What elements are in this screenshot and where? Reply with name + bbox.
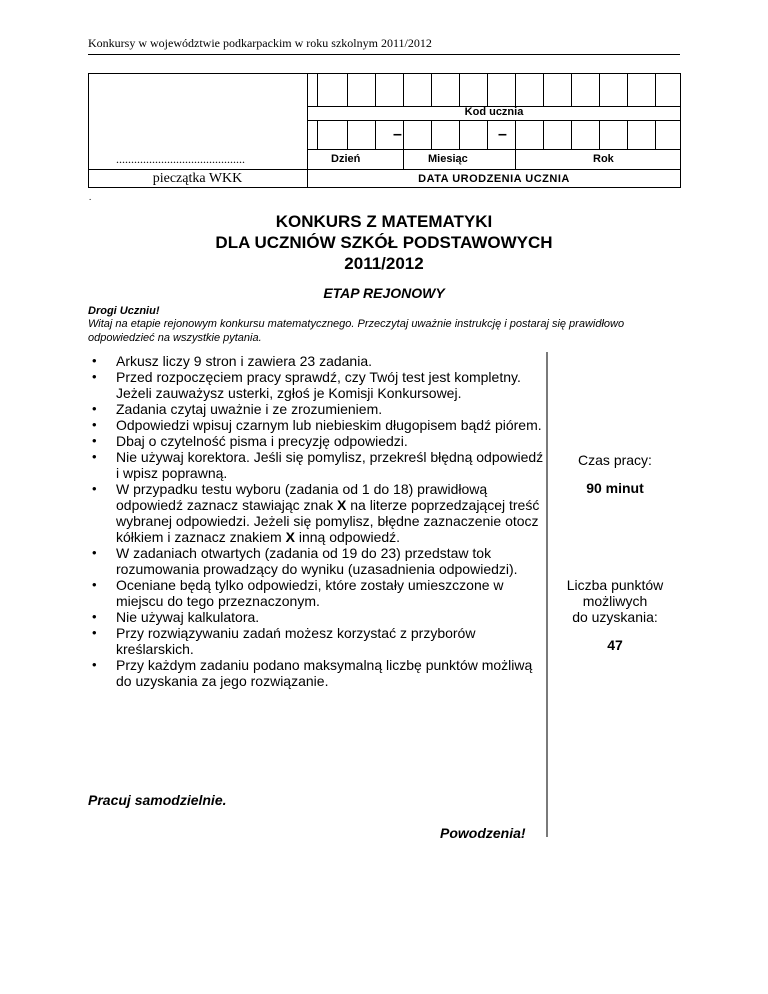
instruction-item: • Przy każdym zadaniu podano maksymalną liczbę punktów możliwą do uzyskania za jego rozwiązanie. bbox=[88, 657, 548, 689]
title-line-3: 2011/2012 bbox=[344, 254, 424, 273]
column-divider bbox=[546, 352, 548, 837]
birth-date-label: DATA URODZENIA UCZNIA bbox=[418, 173, 570, 185]
header-rule bbox=[88, 54, 680, 55]
stamp-dotted-line: ........................................... bbox=[116, 152, 245, 166]
date-separator-dash: – bbox=[393, 126, 402, 143]
stage-heading: ETAP REJONOWY bbox=[323, 285, 445, 301]
points-label-line-2: możliwych bbox=[582, 593, 648, 609]
stamp-label: pieczątka WKK bbox=[152, 171, 243, 186]
instruction-item: • Przy rozwiązywaniu zadań możesz korzystać z przyborów kreślarskich. bbox=[88, 625, 548, 657]
month-label: Miesiąc bbox=[428, 153, 468, 165]
work-time-value: 90 minut bbox=[586, 480, 644, 496]
birth-date-cells-row bbox=[307, 120, 681, 150]
good-luck-note: Powodzenia! bbox=[440, 825, 526, 841]
points-value: 47 bbox=[607, 637, 623, 653]
instruction-item: • Zadania czytaj uważnie i ze zrozumieniem. bbox=[88, 401, 548, 417]
mark-symbol: X bbox=[285, 529, 295, 545]
instruction-item: • Odpowiedzi wpisuj czarnym lub niebieskim długopisem bądź piórem. bbox=[88, 417, 548, 433]
date-separator-dash: – bbox=[498, 126, 507, 143]
year-label: Rok bbox=[593, 153, 614, 165]
code-cells-row bbox=[307, 73, 681, 107]
intro-text: Witaj na etapie rejonowym konkursu matematycznego. Przeczytaj uważnie instrukcję i postaraj się prawidłowo odpowiedzieć na wszystkie pytania. bbox=[88, 318, 625, 344]
work-time-label: Czas pracy: bbox=[578, 452, 652, 468]
student-code-label: Kod ucznia bbox=[464, 106, 524, 118]
stamp-bottom-rule bbox=[88, 169, 681, 170]
page-header: Konkursy w województwie podkarpackim w roku szkolnym 2011/2012 bbox=[88, 36, 432, 50]
instruction-text: inną odpowiedź. bbox=[294, 529, 401, 545]
greeting: Drogi Uczniu! bbox=[88, 305, 160, 317]
instruction-item: • Nie używaj kalkulatora. bbox=[88, 609, 548, 625]
instruction-item: • Dbaj o czytelność pisma i precyzję odpowiedzi. bbox=[88, 433, 548, 449]
title-line-2: DLA UCZNIÓW SZKÓŁ PODSTAWOWYCH bbox=[215, 233, 553, 252]
date-labels-row bbox=[307, 150, 681, 169]
instruction-text: na literze poprzedzającej treść wybranej odpowiedzi. Jeżeli się pomylisz, błędne zaznaczenie otocz kółkiem i zaznacz znakiem bbox=[116, 497, 540, 545]
instruction-text: W przypadku testu wyboru (zadania od 1 do 18) prawidłową odpowiedź zaznacz stawiając znak bbox=[116, 481, 488, 513]
instruction-item: • Nie używaj korektora. Jeśli się pomylisz, przekreśl błędną odpowiedź i wpisz poprawną. bbox=[88, 449, 548, 481]
instructions-list bbox=[88, 353, 548, 689]
work-alone-note: Pracuj samodzielnie. bbox=[88, 792, 227, 808]
points-label-line-3: do uzyskania: bbox=[572, 609, 658, 625]
instruction-item: • W zadaniach otwartych (zadania od 19 do 23) przedstaw tok rozumowania prowadzący do wyniku (uzasadnienia odpowiedzi). bbox=[88, 545, 548, 577]
instruction-item bbox=[88, 481, 548, 545]
small-mark: . bbox=[89, 192, 92, 202]
instruction-item: • Arkusz liczy 9 stron i zawiera 23 zadania. bbox=[88, 353, 548, 369]
title-line-1: KONKURS Z MATEMATYKI bbox=[275, 212, 493, 231]
instruction-item: • Oceniane będą tylko odpowiedzi, które zostały umieszczone w miejscu do tego przeznaczonym. bbox=[88, 577, 548, 609]
day-label: Dzień bbox=[331, 153, 361, 165]
mark-symbol: X bbox=[337, 497, 347, 513]
instruction-item: • Przed rozpoczęciem pracy sprawdź, czy Twój test jest kompletny. Jeżeli zauważysz usterki, zgłoś je Komisji Konkursowej. bbox=[88, 369, 548, 401]
points-label-line-1: Liczba punktów bbox=[566, 577, 664, 593]
